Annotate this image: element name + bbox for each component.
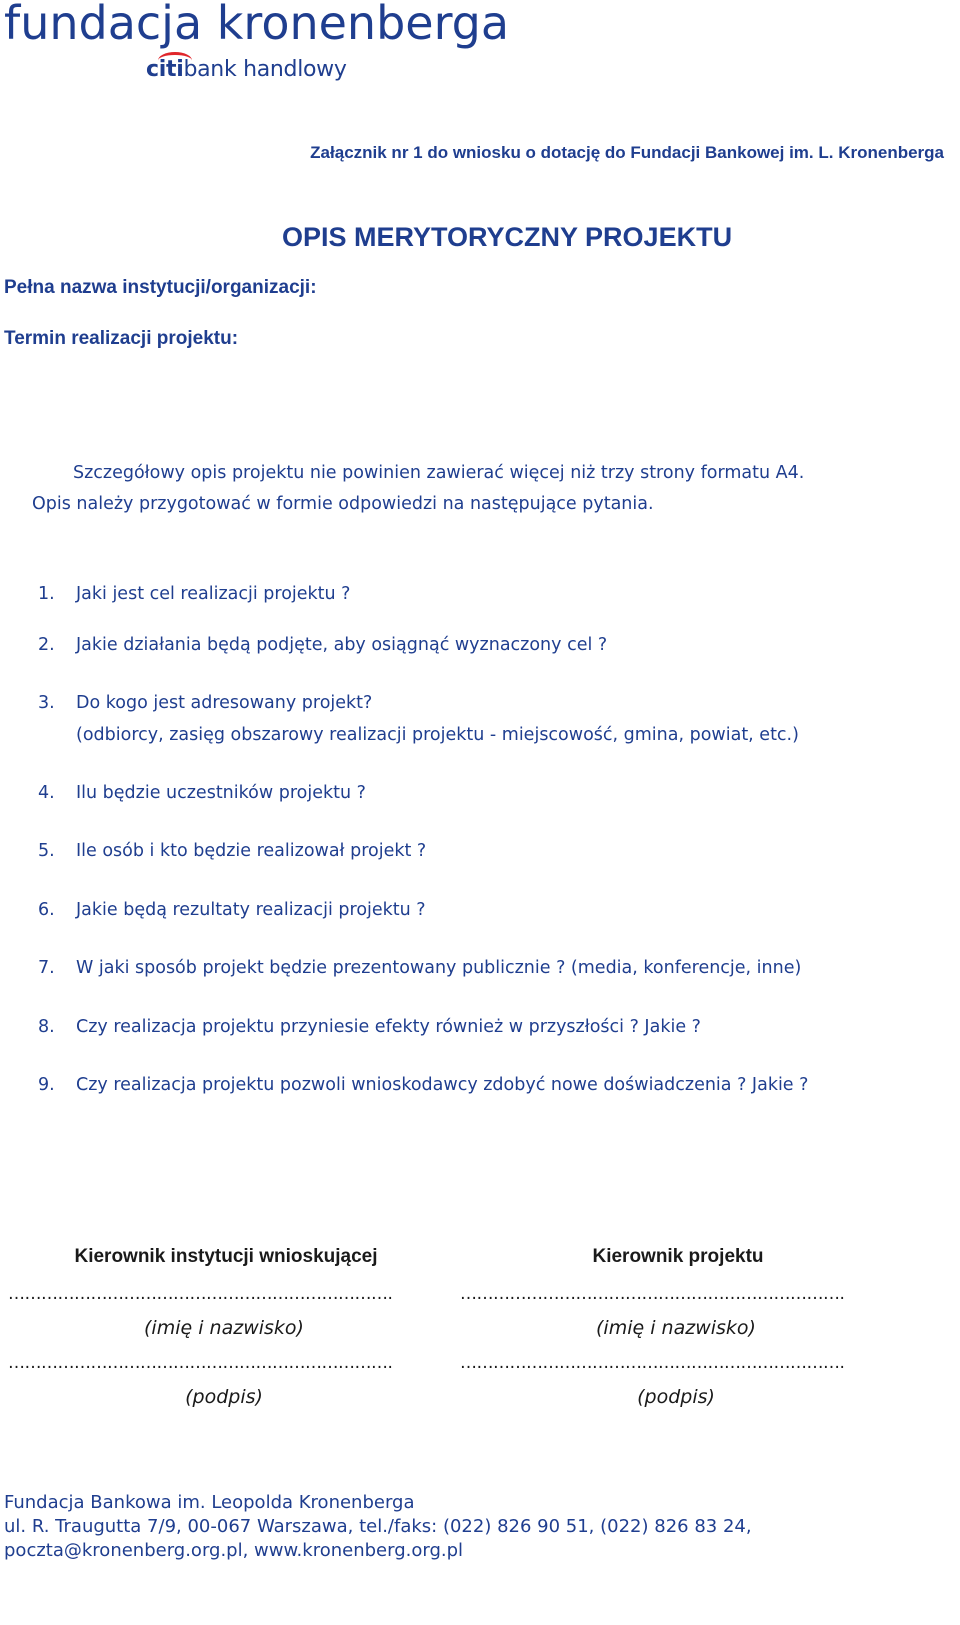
question-number: 9. [38,1075,55,1095]
logo-title: fundacja kronenberga [4,0,510,50]
question-text: Jakie będą rezultaty realizacji projektu ? [76,900,426,920]
question-number: 3. [38,693,55,713]
logo-subtitle [146,57,347,82]
intro-line-1: Szczegółowy opis projektu nie powinien zawierać więcej niż trzy strony formatu A4. [73,463,805,483]
question-number: 2. [38,635,55,655]
logo-bank: bank handlowy [183,57,347,82]
left-signature-line: ……………………………………………………………. [8,1353,393,1373]
right-name-line: ……………………………………………………………. [460,1284,845,1304]
question-text: Do kogo jest adresowany projekt? [76,693,373,713]
footer-contact: poczta@kronenberg.org.pl, www.kronenberg.org.pl [4,1540,464,1561]
left-name-caption: (imię i nazwisko) [144,1317,304,1339]
question-item [38,900,426,920]
question-text: W jaki sposób projekt będzie prezentowany publicznie ? (media, konferencje, inne) [76,958,802,978]
question-number: 4. [38,783,55,803]
logo-citi: citi [146,57,184,82]
left-signature-heading: Kierownik instytucji wnioskującej [74,1246,378,1267]
question-text: Jakie działania będą podjęte, aby osiągnąć wyznaczony cel ? [76,635,608,655]
right-signature-line: ……………………………………………………………. [460,1353,845,1373]
attachment-note: Załącznik nr 1 do wniosku o dotację do Fundacji Bankowej im. L. Kronenberga [310,143,944,162]
right-name-caption: (imię i nazwisko) [596,1317,756,1339]
question-number: 1. [38,584,55,604]
institution-label: Pełna nazwa instytucji/organizacji: [4,277,317,298]
term-label: Termin realizacji projektu: [4,328,239,349]
left-name-line: ……………………………………………………………. [8,1284,393,1304]
question-text: Ile osób i kto będzie realizował projekt ? [76,841,427,861]
right-sign-caption: (podpis) [637,1386,715,1408]
question-item [38,1075,808,1095]
intro-line-2: Opis należy przygotować w formie odpowiedzi na następujące pytania. [32,494,654,514]
question-text: Czy realizacja projektu pozwoli wnioskodawcy zdobyć nowe doświadczenia ? Jakie ? [76,1075,809,1095]
question-text: Czy realizacja projektu przyniesie efekty również w przyszłości ? Jakie ? [76,1017,701,1037]
left-sign-caption: (podpis) [185,1386,263,1408]
question-item [38,783,366,803]
footer-address: ul. R. Traugutta 7/9, 00-067 Warszawa, tel./faks: (022) 826 90 51, (022) 826 83 24, [4,1516,752,1537]
question-text: Jaki jest cel realizacji projektu ? [76,584,351,604]
question-number: 8. [38,1017,55,1037]
question-item [38,1017,701,1037]
footer-org-name: Fundacja Bankowa im. Leopolda Kronenberga [4,1492,415,1513]
question-text: Ilu będzie uczestników projektu ? [76,783,366,803]
question-number: 7. [38,958,55,978]
page-title: OPIS MERYTORYCZNY PROJEKTU [282,222,733,252]
question-item [38,635,607,655]
question-item [38,841,426,861]
right-signature-heading: Kierownik projektu [592,1246,764,1267]
question-item [38,693,372,713]
question-number: 5. [38,841,55,861]
question-item [38,584,350,604]
question-item [38,958,801,978]
question-subtext: (odbiorcy, zasięg obszarowy realizacji projektu - miejscowość, gmina, powiat, etc.) [76,725,799,745]
question-number: 6. [38,900,55,920]
